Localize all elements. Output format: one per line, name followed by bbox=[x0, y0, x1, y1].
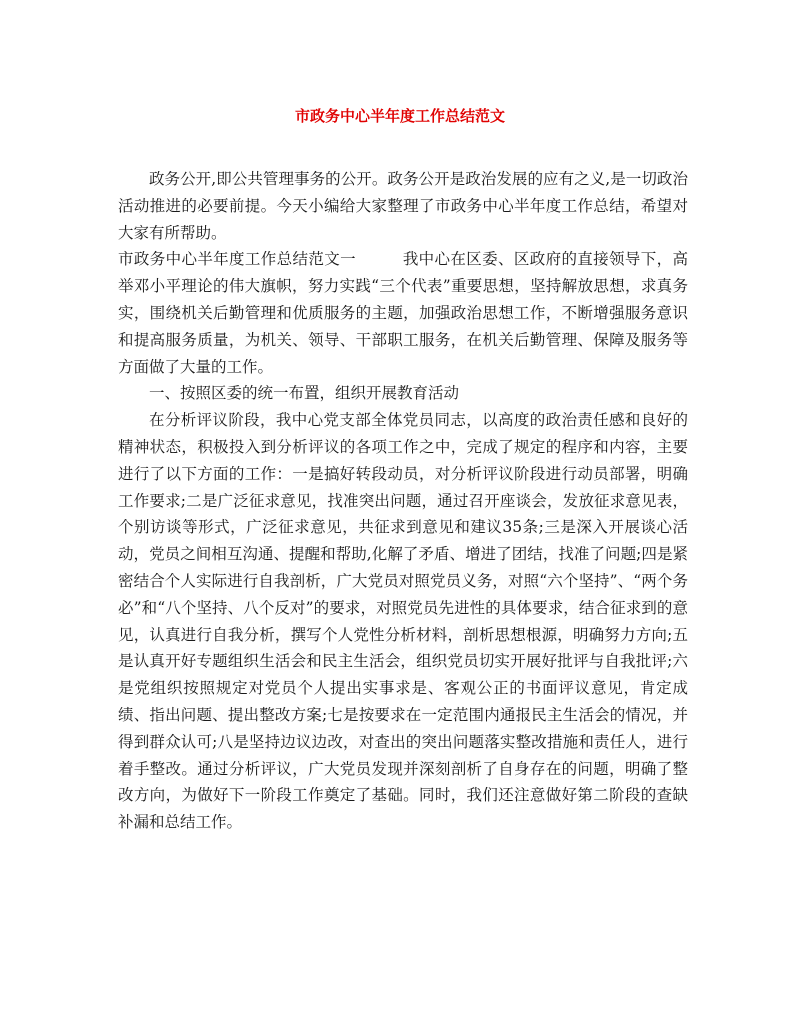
document-title: 市政务中心半年度工作总结范文 bbox=[294, 107, 505, 125]
section-intro-text: 我中心在区委、区政府的直接领导下，高举邓小平理论的伟大旗帜，努力实践“三个代表”重要思想，坚持解放思想，求真务实，围绕机关后勤管理和优质服务的主题，加强政治思想工作，不断增强服务意识和提高服务质量，为机关、领导、干部职工服务，在机关后勤管理、保障及服务等方面做了大量的工作。 bbox=[118, 250, 688, 376]
subheading-1: 一、按照区委的统一布置，组织开展教育活动 bbox=[149, 384, 460, 403]
section-heading: 市政务中心半年度工作总结范文一 bbox=[118, 250, 356, 269]
intro-paragraph: 政务公开,即公共管理事务的公开。政务公开是政治发展的应有之义,是一切政治活动推进的必要前提。今天小编给大家整理了市政务中心半年度工作总结，希望对大家有所帮助。 bbox=[118, 170, 688, 242]
section-paragraph bbox=[118, 246, 688, 380]
document-body bbox=[118, 166, 688, 836]
paragraph-1: 在分析评议阶段，我中心党支部全体党员同志，以高度的政治责任感和良好的精神状态，积极投入到分析评议的各项工作之中，完成了规定的程序和内容，主要进行了以下方面的工作：一是搞好转段动员，对分析评议阶段进行动员部署，明确工作要求;二是广泛征求意见，找准突出问题，通过召开座谈会，发放征求意见表，个别访谈等形式，广泛征求意见，共征求到意见和建议35条;三是深入开展谈心活动，党员之间相互沟通、提醒和帮助,化解了矛盾、增进了团结，找准了问题;四是紧密结合个人实际进行自我剖析，广大党员对照党员义务，对照“六个坚持”、“两个务必”和“八个坚持、八个反对”的要求，对照党员先进性的具体要求，结合征求到的意见，认真进行自我分析，撰写个人党性分析材料，剖析思想根源，明确努力方向;五是认真开好专题组织生活会和民主生活会，组织党员切实开展好批评与自我批评;六是党组织按照规定对党员个人提出实事求是、客观公正的书面评议意见，肯定成绩、指出问题、提出整改方案;七是按要求在一定范围内通报民主生活会的情况，并得到群众认可;八是坚持边议边改，对查出的突出问题落实整改措施和责任人，进行着手整改。通过分析评议，广大党员发现并深刻剖析了自身存在的问题，明确了整改方向，为做好下一阶段工作奠定了基础。同时，我们还注意做好第二阶段的查缺补漏和总结工作。 bbox=[118, 411, 688, 832]
